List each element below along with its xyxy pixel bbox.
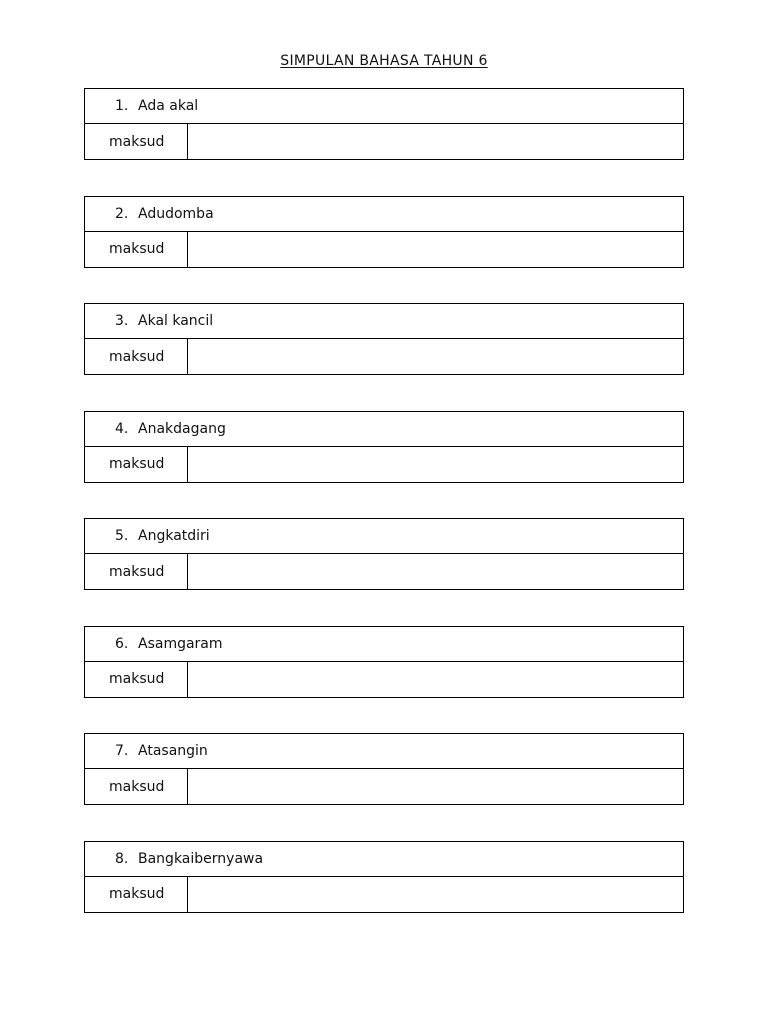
item-heading-row (85, 519, 683, 554)
maksud-label: maksud (85, 877, 188, 912)
item-answer-row (85, 447, 683, 482)
answer-cell (188, 769, 683, 804)
maksud-label: maksud (85, 232, 188, 267)
item-phrase: Ada akal (138, 98, 199, 114)
maksud-label: maksud (85, 662, 188, 697)
item-answer-row (85, 124, 683, 159)
answer-cell (188, 662, 683, 697)
item-number: 1. (115, 98, 129, 114)
item-phrase: Adudomba (138, 205, 214, 222)
worksheet-item (84, 411, 684, 483)
item-heading-row (85, 89, 683, 124)
maksud-label: maksud (85, 124, 188, 159)
item-answer-row (85, 662, 683, 697)
item-answer-row (85, 877, 683, 912)
item-heading-row (85, 304, 683, 339)
worksheet-item (84, 841, 684, 913)
item-number: 2. (115, 205, 129, 222)
item-answer-row (85, 232, 683, 267)
answer-cell (188, 554, 683, 589)
item-phrase: Asamgaram (138, 635, 223, 652)
item-answer-row (85, 769, 683, 804)
item-heading-row (85, 412, 683, 447)
worksheet-item (84, 88, 684, 160)
answer-cell (188, 447, 683, 482)
answer-cell (188, 124, 683, 159)
worksheet-item (84, 196, 684, 268)
worksheet-item (84, 518, 684, 590)
item-heading-row (85, 842, 683, 877)
maksud-label: maksud (85, 447, 188, 482)
item-number: 4. (115, 420, 129, 437)
item-heading-row (85, 197, 683, 232)
answer-cell (188, 877, 683, 912)
item-number: 5. (115, 528, 129, 544)
item-heading-row (85, 734, 683, 769)
maksud-label: maksud (85, 339, 188, 374)
item-number: 7. (115, 743, 129, 759)
item-number: 8. (115, 850, 129, 867)
maksud-label: maksud (85, 769, 188, 804)
item-heading-row (85, 627, 683, 662)
answer-cell (188, 339, 683, 374)
page-title: SIMPULAN BAHASA TAHUN 6 (280, 53, 488, 69)
answer-cell (188, 232, 683, 267)
worksheet-item (84, 626, 684, 698)
item-number: 6. (115, 635, 129, 652)
item-phrase: Akal kancil (138, 313, 214, 329)
item-number: 3. (115, 313, 129, 329)
worksheet-item (84, 303, 684, 375)
worksheet (84, 88, 684, 948)
maksud-label: maksud (85, 554, 188, 589)
item-phrase: Atasangin (138, 743, 208, 759)
item-phrase: Bangkaibernyawa (138, 850, 264, 867)
item-answer-row (85, 554, 683, 589)
item-answer-row (85, 339, 683, 374)
worksheet-item (84, 733, 684, 805)
item-phrase: Anakdagang (138, 420, 226, 437)
item-phrase: Angkatdiri (138, 528, 210, 544)
